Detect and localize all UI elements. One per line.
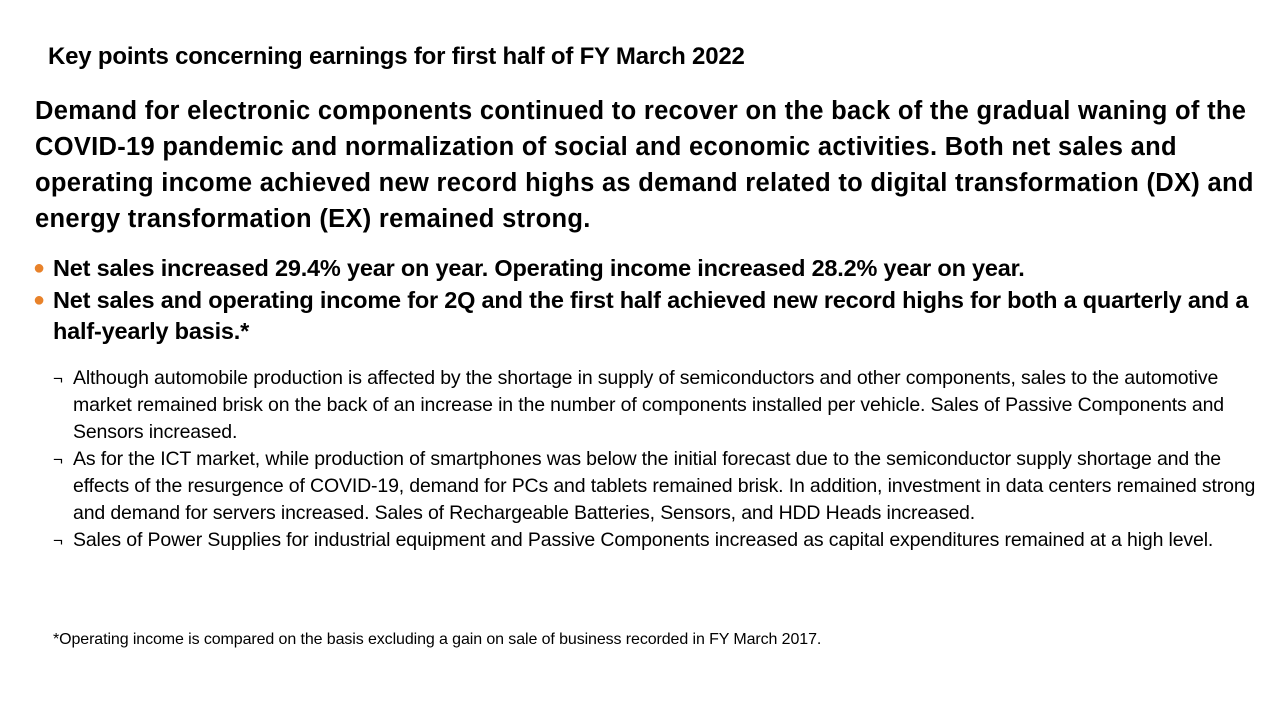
slide-title: Key points concerning earnings for first half of FY March 2022: [48, 43, 745, 70]
key-points-list: [33, 253, 1268, 348]
detail-points-list: [53, 365, 1268, 554]
key-point-text: Net sales and operating income for 2Q and the first half achieved new record highs for both a quarterly and a half-yearly basis.*: [53, 286, 1249, 344]
footnote: *Operating income is compared on the basis excluding a gain on sale of business recorded in FY March 2017.: [53, 631, 822, 648]
detail-point-text: As for the ICT market, while production of smartphones was below the initial forecast due to the semiconductor supply shortage and the effects of the resurgence of COVID-19, demand for PCs and tablets remained brisk. In addition, investment in data centers remained strong and demand for servers increased. Sales of Rechargeable Batteries, Sensors, and HDD Heads increased.: [73, 448, 1256, 524]
detail-point-text: Sales of Power Supplies for industrial equipment and Passive Components increased as capital expenditures remained at a high level.: [73, 529, 1214, 551]
key-point-item: [33, 253, 1268, 285]
bullet-dot-icon: ●: [33, 257, 45, 279]
key-point-item: [33, 285, 1268, 348]
sub-bullet-icon: ¬: [53, 531, 63, 550]
summary-paragraph: Demand for electronic components continued to recover on the back of the gradual waning of the COVID-19 pandemic and normalization of social and economic activities. Both net sales and operating income achieved new record highs as demand related to digital transformation (DX) and energy transformation (EX) remained strong.: [35, 97, 1254, 233]
detail-point-item: [53, 446, 1268, 527]
bullet-dot-icon: ●: [33, 288, 45, 311]
detail-point-item: [53, 365, 1268, 446]
key-point-text: Net sales increased 29.4% year on year. Operating income increased 28.2% year on year.: [53, 255, 1025, 281]
detail-point-item: [53, 527, 1268, 554]
sub-bullet-icon: ¬: [53, 450, 63, 469]
detail-point-text: Although automobile production is affected by the shortage in supply of semiconductors and other components, sales to the automotive market remained brisk on the back of an increase in the number of components installed per vehicle. Sales of Passive Components and Sensors increased.: [73, 367, 1224, 443]
sub-bullet-icon: ¬: [53, 369, 63, 388]
